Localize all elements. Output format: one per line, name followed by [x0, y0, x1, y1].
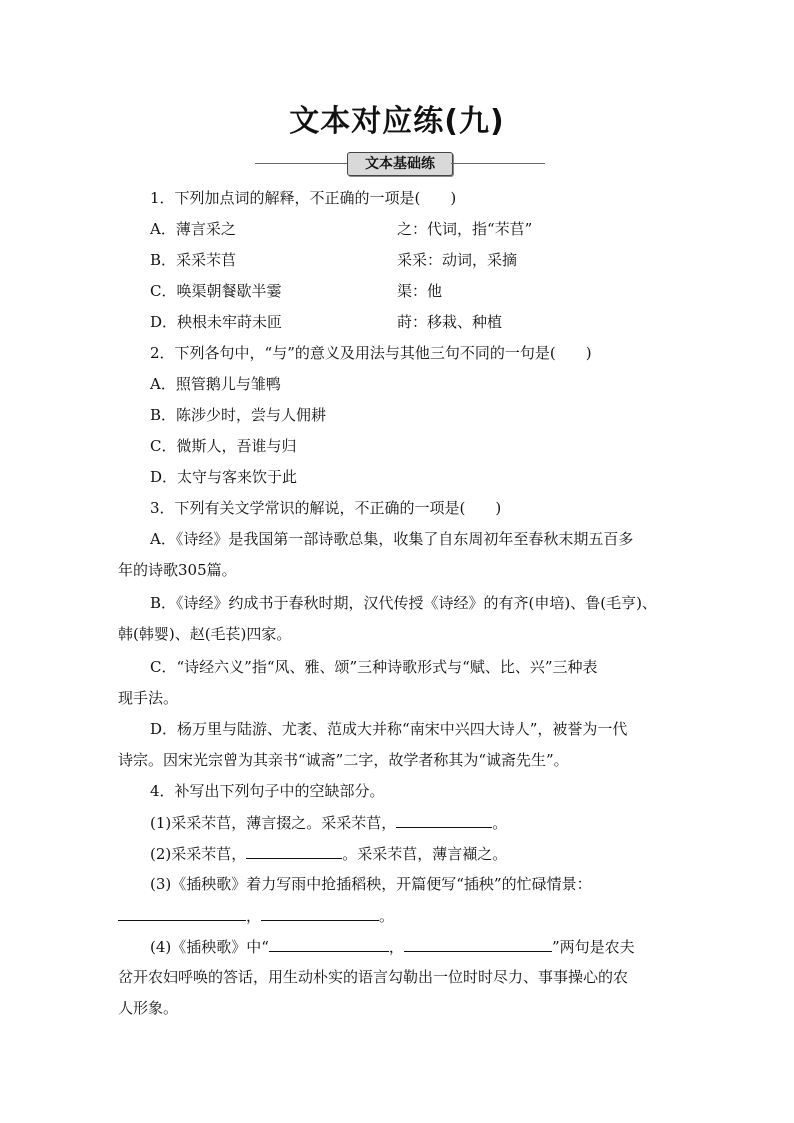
q3-option-a-line1: A．《诗经》是我国第一部诗歌总集，收集了自东周初年至春秋末期五百多	[150, 530, 634, 548]
q4-item-4-answer-blank-2[interactable]	[404, 936, 552, 952]
q4-item-4-prefix: (4)《插秧歌》中“	[150, 938, 269, 956]
question-4-stem: 4．补写出下列句子中的空缺部分。	[150, 782, 385, 800]
question-3-stem: 3．下列有关文学常识的解说，不正确的一项是( )	[150, 499, 502, 517]
q2-option-a: A．照管鹅儿与雏鸭	[150, 375, 281, 393]
q4-item-1-prefix: (1)采采芣苢，薄言掇之。采采芣苢，	[150, 814, 397, 832]
q4-item-2-answer-blank[interactable]	[246, 843, 342, 859]
q1-option-b-explanation: 采采：动词，采摘	[397, 251, 518, 269]
q4-item-1-suffix: 。	[492, 814, 508, 832]
q3-option-d-line1: D．杨万里与陆游、尤袤、范成大并称“南宋中兴四大诗人”，被誉为一代	[150, 720, 628, 738]
question-2-stem: 2．下列各句中，“与”的意义及用法与其他三句不同的一句是( )	[150, 344, 592, 362]
section-divider-left	[255, 163, 347, 164]
q1-option-a-explanation: 之：代词，指“芣苢”	[397, 220, 533, 238]
q4-item-4-line2: 岔开农妇呼唤的答话，用生动朴实的语言勾勒出一位时时尽力、事事操心的农	[118, 968, 629, 986]
q4-item-2-prefix: (2)采采芣苢，	[150, 845, 247, 863]
q4-item-4-line3: 人形象。	[118, 999, 179, 1017]
q4-item-3-end: 。	[379, 907, 395, 925]
q3-option-c-line2: 现手法。	[118, 689, 179, 707]
section-badge: 文本基础练	[347, 152, 453, 176]
section-header	[255, 152, 545, 176]
q1-option-d-explanation: 莳：移栽、种植	[397, 313, 503, 331]
q1-option-b: B．采采芣苢	[150, 251, 237, 269]
q3-option-b-line2: 韩(韩婴)、赵(毛苌)四家。	[118, 625, 292, 643]
q1-option-a: A．薄言采之	[150, 220, 236, 238]
q4-item-2	[150, 843, 507, 864]
q4-item-1	[150, 812, 507, 833]
q2-option-c: C．微斯人，吾谁与归	[150, 437, 297, 455]
q4-item-4-line1	[150, 936, 635, 957]
q4-item-1-answer-blank[interactable]	[396, 812, 492, 828]
q1-option-c-explanation: 渠：他	[397, 282, 443, 300]
q4-item-4-comma: ，	[388, 938, 404, 956]
section-divider-right	[451, 163, 545, 164]
q4-item-4-answer-blank-1[interactable]	[269, 936, 389, 952]
q3-option-b-line1: B．《诗经》约成书于春秋时期，汉代传授《诗经》的有齐(申培)、鲁(毛亨)、	[150, 594, 657, 612]
q2-option-b: B．陈涉少时，尝与人佣耕	[150, 406, 327, 424]
q3-option-a-line2: 年的诗歌305篇。	[118, 561, 237, 579]
q3-option-c-line1: C．“诗经六义”指“风、雅、颂”三种诗歌形式与“赋、比、兴”三种表	[150, 658, 598, 676]
q4-item-3-comma: ，	[246, 907, 262, 925]
q4-item-3-answer-blank-2[interactable]	[261, 905, 379, 921]
q1-option-d: D．秧根未牢莳未匝	[150, 313, 283, 331]
q4-item-4-suffix: ”两句是农夫	[551, 938, 635, 956]
q4-item-3-line2	[118, 905, 394, 926]
question-1-stem: 1．下列加点词的解释，不正确的一项是( )	[150, 189, 457, 207]
q4-item-3-line1: (3)《插秧歌》着力写雨中抢插稻秧，开篇便写“插秧”的忙碌情景：	[150, 875, 592, 893]
q4-item-3-answer-blank-1[interactable]	[118, 905, 246, 921]
page-title: 文本对应练(九)	[289, 104, 505, 139]
q3-option-d-line2: 诗宗。因宋光宗曾为其亲书“诚斋”二字，故学者称其为“诚斋先生”。	[118, 751, 569, 769]
q4-item-2-suffix: 。采采芣苢，薄言襭之。	[342, 845, 508, 863]
q2-option-d: D．太守与客来饮于此	[150, 468, 298, 486]
q1-option-c: C．唤渠朝餐歇半霎	[150, 282, 282, 300]
